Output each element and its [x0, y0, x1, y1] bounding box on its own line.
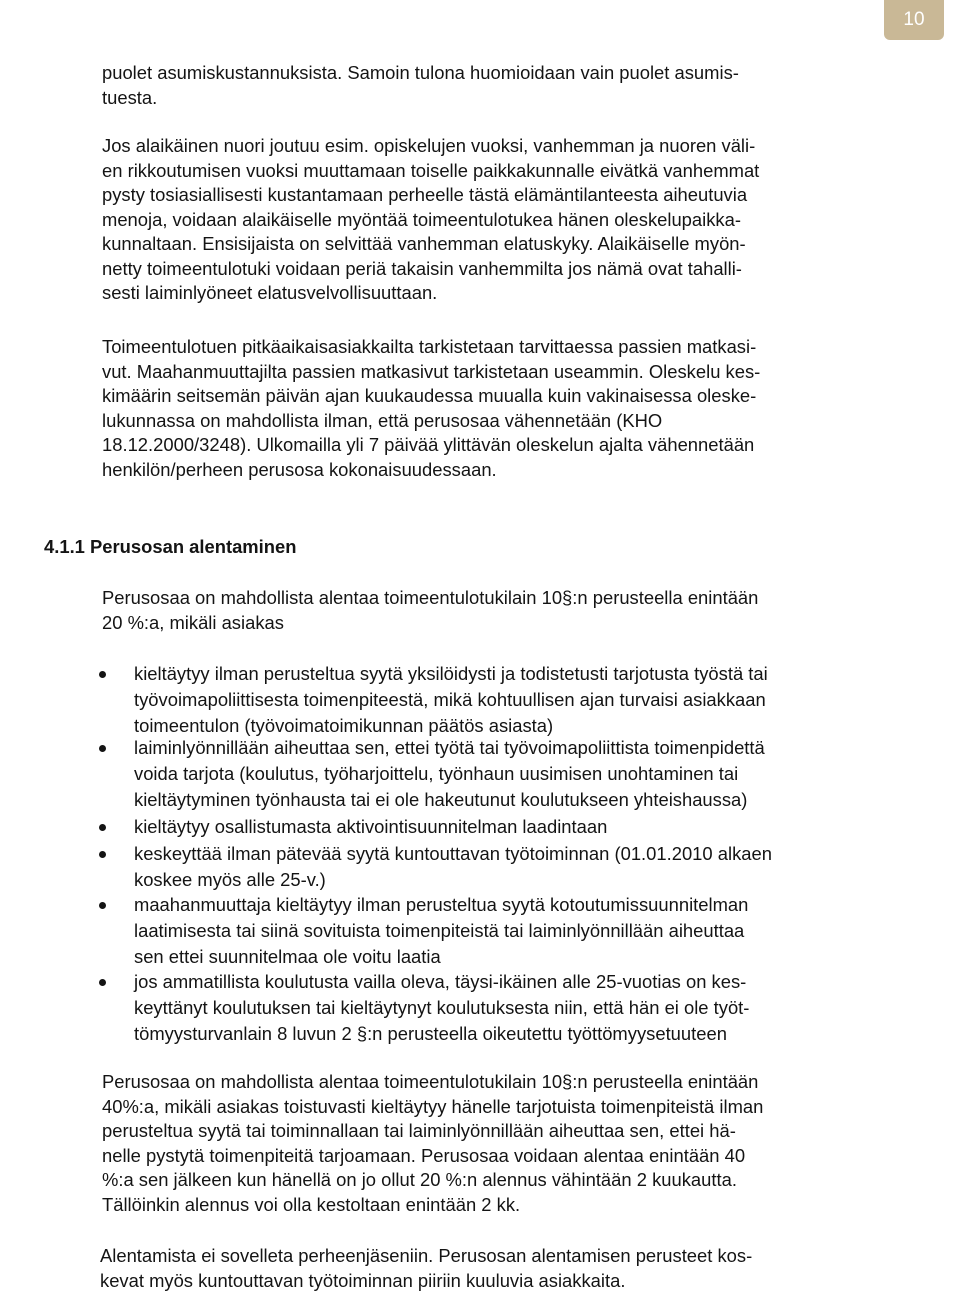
text-line: kimäärin seitsemän päivän ajan kuukaudessa muualla kuin vakinaisessa oleske-: [102, 385, 757, 406]
paragraph-1: [102, 61, 739, 110]
text-line: %:a sen jälkeen kun hänellä on jo ollut 20 %:n alennus vähintään 2 kuukautta.: [102, 1169, 737, 1190]
bullet-icon: [99, 745, 106, 752]
text-line: jos ammatillista koulutusta vailla oleva, täysi-ikäinen alle 25-vuotias on kes-: [134, 971, 747, 992]
paragraph-6: [100, 1244, 752, 1293]
text-line: kieltäytyy osallistumasta aktivointisuunnitelman laadintaan: [134, 816, 608, 837]
section-heading: 4.1.1 Perusosan alentaminen: [44, 536, 297, 557]
text-line: puolet asumiskustannuksista. Samoin tulona huomioidaan vain puolet asumis-: [102, 62, 739, 83]
text-line: voida tarjota (koulutus, työharjoittelu, työnhaun uusimisen unohtaminen tai: [134, 763, 739, 784]
text-line: netty toimeentulotuki voidaan periä takaisin vanhemmilta jos nämä ovat tahalli-: [102, 257, 742, 279]
text-line: sen ettei suunnitelmaa ole voitu laatia: [134, 946, 441, 967]
text-line: Jos alaikäinen nuori joutuu esim. opiskelujen vuoksi, vanhemman ja nuoren väli-: [102, 135, 756, 156]
text-line: kunnaltaan. Ensisijaista on selvittää vanhemman elatuskyky. Alaikäiselle myön-: [102, 233, 746, 254]
text-line: Perusosaa on mahdollista alentaa toimeentulotukilain 10§:n perusteella enintään: [102, 587, 759, 608]
text-line: Perusosaa on mahdollista alentaa toimeentulotukilain 10§:n perusteella enintään: [102, 1071, 759, 1092]
text-line: 40%:a, mikäli asiakas toistuvasti kieltäytyy hänelle tarjotuista toimenpiteistä ilman: [102, 1095, 764, 1117]
text-line: tuesta.: [102, 86, 158, 108]
text-line: 20 %:a, mikäli asiakas: [102, 611, 284, 633]
text-line: menoja, voidaan alaikäiselle myöntää toimeentulotukea hänen oleskelupaikka-: [102, 208, 741, 230]
paragraph-3: [102, 335, 760, 482]
text-line: koskee myös alle 25-v.): [134, 869, 326, 890]
paragraph-5: [102, 1070, 763, 1217]
text-line: Tällöinkin alennus voi olla kestoltaan enintään 2 kk.: [102, 1193, 521, 1215]
text-line: keyttänyt koulutuksen tai kieltäytynyt koulutuksesta niin, että hän ei ole työt-: [134, 997, 750, 1018]
text-line: keskeyttää ilman pätevää syytä kuntouttavan työtoiminnan (01.01.2010 alkaen: [134, 843, 772, 864]
paragraph-2: [102, 134, 759, 306]
text-line: kieltäytyy ilman perusteltua syytä yksilöidysti ja todistetusti tarjotusta työstä tai: [134, 663, 768, 684]
text-line: tömyysturvanlain 8 luvun 2 §:n perusteella oikeutettu työttömyysetuuteen: [134, 1023, 727, 1044]
text-line: lukunnassa on mahdollista ilman, että perusosaa vähennetään (KHO: [102, 409, 663, 431]
text-line: vut. Maahanmuuttajilta passien matkasivut tarkistetaan useammin. Oleskelu kes-: [102, 360, 761, 382]
text-line: laiminlyönnillään aiheuttaa sen, ettei työtä tai työvoimapoliittista toimenpidettä: [134, 737, 765, 758]
text-line: sesti laiminlyöneet elatusvelvollisuuttaan.: [102, 282, 438, 303]
text-line: 18.12.2000/3248). Ulkomailla yli 7 päivää ylittävän oleskelun ajalta vähennetään: [102, 434, 755, 455]
text-line: pysty tosiasiallisesti kustantamaan perheelle tästä elämäntilanteesta aiheutuvia: [102, 184, 748, 205]
bullet-icon: [99, 979, 106, 986]
text-line: työvoimapoliittisesta toimenpiteestä, mikä kohtuullisen ajan turvaisi asiakkaan: [134, 689, 766, 710]
bullet-icon: [99, 671, 106, 678]
text-line: laatimisesta tai siinä sovituista toimenpiteistä tai laiminlyönnillään aiheuttaa: [134, 920, 745, 941]
text-line: kevat myös kuntouttavan työtoiminnan piiriin kuuluvia asiakkaita.: [100, 1269, 626, 1291]
text-line: Alentamista ei sovelleta perheenjäseniin. Perusosan alentamisen perusteet kos-: [100, 1245, 753, 1266]
text-line: maahanmuuttaja kieltäytyy ilman perusteltua syytä kotoutumissuunnitelman: [134, 894, 749, 915]
text-line: nelle pystytä toimenpiteitä tarjoamaan. Perusosaa voidaan alentaa enintään 40: [102, 1144, 746, 1166]
bullet-icon: [99, 902, 106, 909]
text-line: kieltäytyminen työnhausta tai ei ole hakeutunut koulutukseen yhteishaussa): [134, 789, 748, 810]
page-number-badge: 10: [884, 0, 944, 40]
text-line: henkilön/perheen perusosa kokonaisuudessaan.: [102, 458, 497, 480]
text-line: Toimeentulotuen pitkäaikaisasiakkailta tarkistetaan tarvittaessa passien matkasi-: [102, 336, 757, 357]
bullet-icon: [99, 824, 106, 831]
text-line: en rikkoutumisen vuoksi muuttamaan toiselle paikkakunnalle eivätkä vanhemmat: [102, 159, 760, 181]
bullet-icon: [99, 851, 106, 858]
paragraph-4: [102, 586, 758, 635]
text-line: perusteltua syytä tai toiminnallaan tai laiminlyönnillään aiheuttaa sen, ettei hä-: [102, 1120, 736, 1141]
text-line: toimeentulon (työvoimatoimikunnan päätös asiasta): [134, 715, 554, 736]
